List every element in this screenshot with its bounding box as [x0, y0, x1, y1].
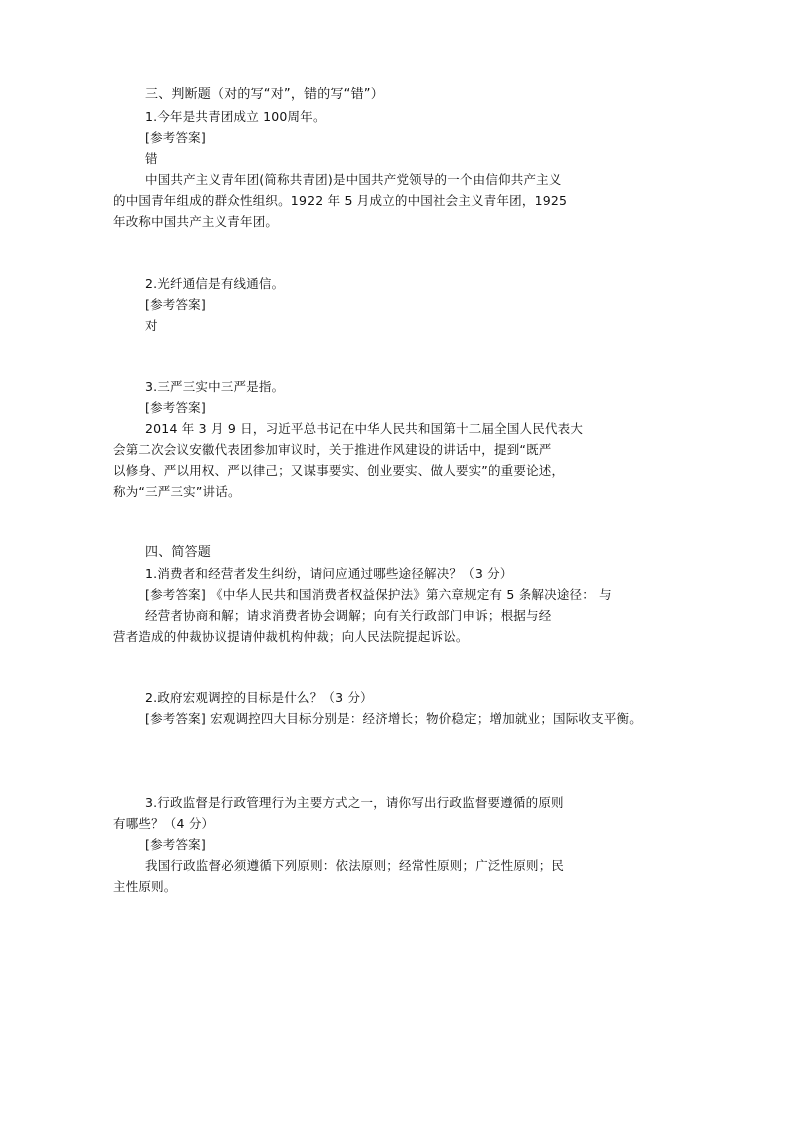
s4-q1-answer-line: 经营者协商和解；请求消费者协会调解；向有关行政部门申诉；根据与经 — [145, 608, 552, 623]
s3-q3-explanation-line: 2014 年 3 月 9 日，习近平总书记在中华人民共和国第十二届全国人民代表大 — [145, 421, 584, 436]
s4-q1-question: 1.消费者和经营者发生纠纷，请问应通过哪些途径解决？（3 分） — [145, 566, 513, 581]
s3-q1-answer: 错 — [145, 151, 158, 166]
s4-q3-question-line: 3.行政监督是行政管理行为主要方式之一，请你写出行政监督要遵循的原则 — [145, 795, 564, 810]
s4-q3-answer-line: 主性原则。 — [113, 879, 177, 894]
s3-q1-explanation-line: 的中国青年组成的群众性组织。1922 年 5 月成立的中国社会主义青年团，1925 — [113, 193, 568, 208]
s3-q1-question: 1.今年是共青团成立 100周年。 — [145, 109, 326, 124]
s4-q1-answer-line: [参考答案] 《中华人民共和国消费者权益保护法》第六章规定有 5 条解决途径： 与 — [145, 587, 612, 602]
s4-q2-answer: [参考答案] 宏观调控四大目标分别是：经济增长；物价稳定；增加就业；国际收支平衡。 — [145, 711, 642, 726]
s4-q3-answer-line: 我国行政监督必须遵循下列原则：依法原则；经常性原则；广泛性原则；民 — [145, 858, 565, 873]
s4-q2-question: 2.政府宏观调控的目标是什么？（3 分） — [145, 690, 373, 705]
s3-q2-question: 2.光纤通信是有线通信。 — [145, 276, 285, 291]
s3-q3-explanation-line: 称为“三严三实”讲话。 — [113, 484, 241, 499]
s4-q3-question-line: 有哪些？（4 分） — [113, 816, 215, 831]
s3-q1-explanation-line: 年改称中国共产主义青年团。 — [113, 214, 279, 229]
s3-q1-ref-label: [参考答案] — [145, 130, 206, 145]
s3-q1-explanation-line: 中国共产主义青年团(简称共青团)是中国共产党领导的一个由信仰共产主义 — [145, 172, 562, 187]
s3-q3-explanation-line: 以修身、严以用权、严以律己；又谋事要实、创业要实、做人要实”的重要论述， — [113, 463, 565, 478]
section3-heading: 三、判断题（对的写“对”，错的写“错”） — [145, 87, 384, 102]
s3-q3-question: 3.三严三实中三严是指。 — [145, 379, 285, 394]
s3-q2-answer: 对 — [145, 318, 158, 333]
section4-heading: 四、简答题 — [145, 545, 212, 560]
s3-q3-ref-label: [参考答案] — [145, 400, 206, 415]
s4-q3-ref-label: [参考答案] — [145, 837, 206, 852]
s3-q2-ref-label: [参考答案] — [145, 297, 206, 312]
s3-q3-explanation-line: 会第二次会议安徽代表团参加审议时，关于推进作风建设的讲话中，提到“既严 — [113, 442, 552, 457]
s4-q1-answer-line: 营者造成的仲裁协议提请仲裁机构仲裁；向人民法院提起诉讼。 — [113, 629, 469, 644]
